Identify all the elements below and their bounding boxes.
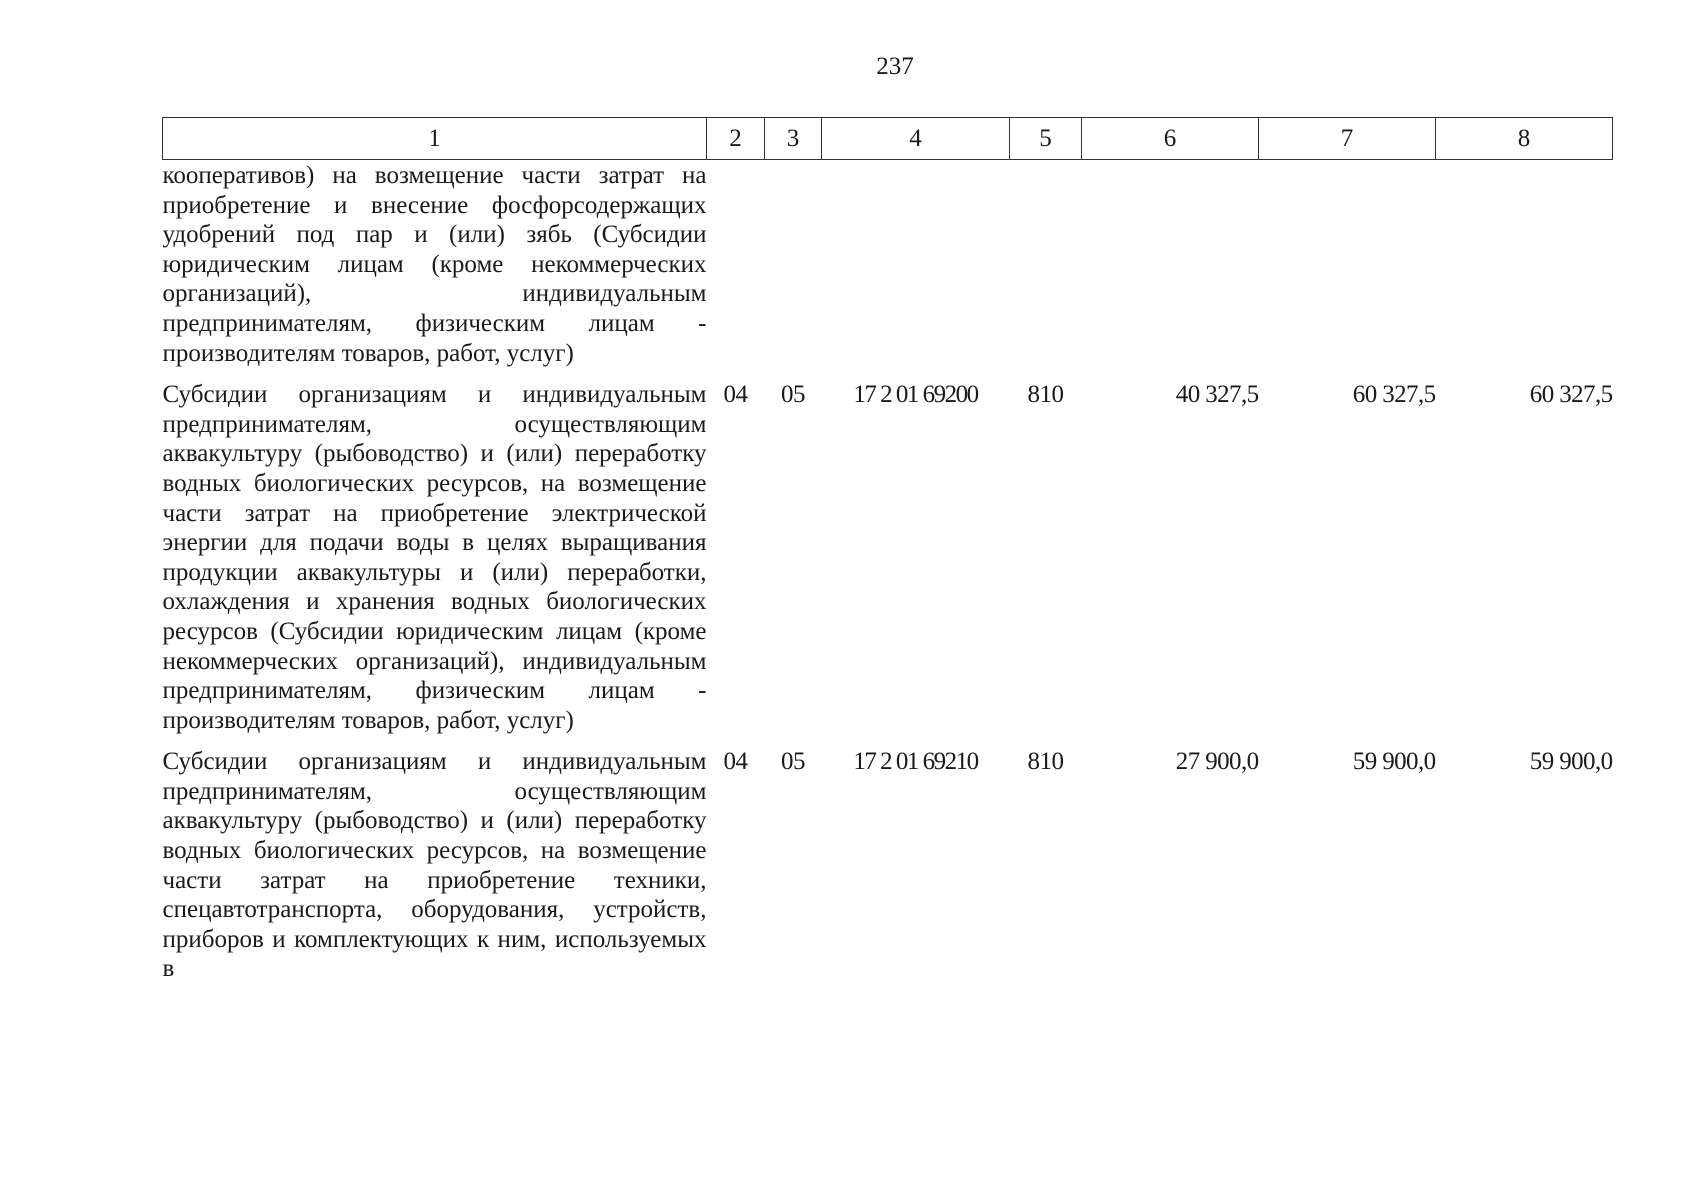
row-target-article-code bbox=[822, 160, 1010, 381]
row-amount-year-3: 59 900,0 bbox=[1529, 748, 1613, 776]
page-number: 237 bbox=[876, 53, 914, 80]
table-row bbox=[163, 160, 1613, 381]
column-header-8: 8 bbox=[1436, 118, 1613, 160]
row-expense-type-code: 810 bbox=[1027, 381, 1064, 409]
row-amount-year-1: 40 327,5 bbox=[1175, 381, 1259, 409]
row-description: Субсидии организациям и индивидуальным предпринимателям, осуществляющим аквакультуру (рыбоводство) и (или) переработку водных биологических ресурсов, на возмещение части затрат на приобретение техники, спецавтотранспорта, оборудования, устройств, приборов и комплектующих к ним, используемых в bbox=[162, 748, 707, 983]
row-target-article-code: 17 2 01 69200 bbox=[853, 381, 978, 409]
row-section-code: 04 bbox=[723, 748, 748, 776]
row-target-article-code: 17 2 01 69210 bbox=[853, 748, 978, 776]
column-header-7: 7 bbox=[1259, 118, 1436, 160]
row-amount-year-3 bbox=[1436, 160, 1613, 381]
row-amount-year-2: 60 327,5 bbox=[1352, 381, 1436, 409]
column-header-2: 2 bbox=[707, 118, 765, 160]
table-header-row bbox=[163, 118, 1613, 160]
row-expense-type-code: 810 bbox=[1027, 748, 1064, 776]
row-amount-year-2 bbox=[1259, 160, 1436, 381]
row-amount-year-1: 27 900,0 bbox=[1175, 748, 1259, 776]
row-subsection-code: 05 bbox=[781, 748, 805, 776]
row-description: Субсидии организациям и индивидуальным предпринимателям, осуществляющим аквакультуру (рыбоводство) и (или) переработку водных биологических ресурсов, на возмещение части затрат на приобретение электрической энергии для подачи воды в целях выращивания продукции аквакультуры и (или) переработки, охлаждения и хранения водных биологических ресурсов (Субсидии юридическим лицам (кроме некоммерческих организаций), индивидуальным предпринимателям, физическим лицам - производителям товаров, работ, услуг) bbox=[162, 381, 707, 734]
budget-table bbox=[162, 117, 1613, 996]
column-header-1: 1 bbox=[163, 118, 707, 160]
row-expense-type-code bbox=[1010, 160, 1082, 381]
row-amount-year-1 bbox=[1082, 160, 1259, 381]
table-row bbox=[163, 380, 1613, 747]
column-header-3: 3 bbox=[765, 118, 822, 160]
row-subsection-code: 05 bbox=[781, 381, 805, 409]
column-header-4: 4 bbox=[822, 118, 1010, 160]
table-row bbox=[163, 747, 1613, 996]
row-amount-year-3: 60 327,5 bbox=[1529, 381, 1613, 409]
row-amount-year-2: 59 900,0 bbox=[1352, 748, 1436, 776]
row-subsection-code bbox=[765, 160, 822, 381]
column-header-5: 5 bbox=[1010, 118, 1082, 160]
row-description: кооперативов) на возмещение части затрат на приобретение и внесение фосфорсодержащих удобрений под пар и (или) зябь (Субсидии юридическим лицам (кроме некоммерческих организаций), индивидуальным предпринимателям, физическим лицам - производителям товаров, работ, услуг) bbox=[162, 162, 707, 367]
row-section-code: 04 bbox=[723, 381, 748, 409]
column-header-6: 6 bbox=[1082, 118, 1259, 160]
row-section-code bbox=[707, 160, 765, 381]
